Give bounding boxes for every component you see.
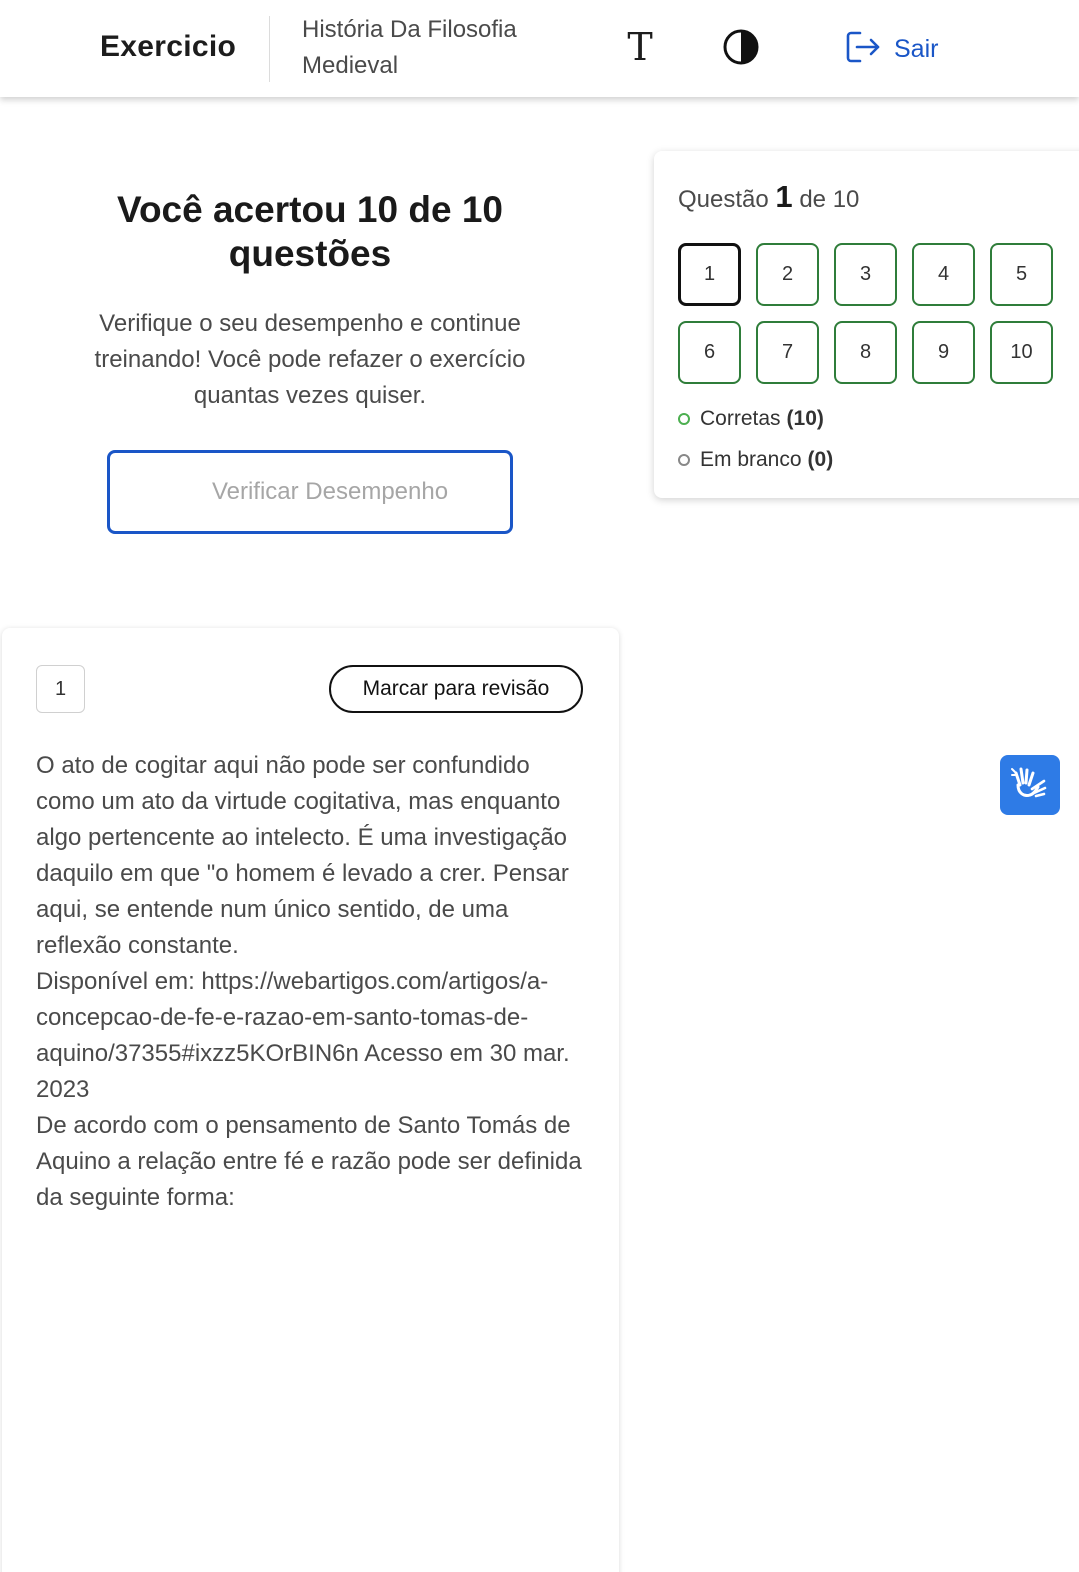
mark-for-review-button[interactable]: Marcar para revisão [329,665,583,713]
header-divider [269,16,270,82]
source-paragraph: Disponível em: https://webartigos.com/artigos/a-concepcao-de-fe-e-razao-em-santo-tomas-de-aquino/37355#ixzz5KOrBIN6n Acesso em 30 mar. 2023 [36,968,570,1103]
course-title: História Da Filosofia Medieval [302,16,517,79]
question-button-2[interactable]: 2 [756,243,819,306]
font-size-icon[interactable]: T [627,25,653,69]
statement-paragraph: O ato de cogitar aqui não pode ser confundido como um ato da virtude cogitativa, mas enquanto algo pertencente ao intelecto. É uma investigação daquilo em que "o homem é levado a crer. Pensar aqui, se entende num único sentido, de uma reflexão constante. [36,752,569,959]
question-statement [36,748,586,1216]
verify-performance-button[interactable]: Verificar Desempenho [107,450,513,534]
question-counter [678,179,859,215]
sign-language-button[interactable] [1000,755,1060,815]
legend-blank [678,448,833,472]
legend-correct-label: Corretas [700,407,781,430]
legend-correct-count: (10) [786,407,824,430]
correct-dot-icon [678,413,690,425]
logout-button[interactable] [846,30,938,68]
brand-title: Exercicio [100,30,237,63]
legend-blank-count: (0) [807,448,834,471]
prompt-paragraph: De acordo com o pensamento de Santo Tomás de Aquino a relação entre fé e razão pode ser definida da seguinte forma: [36,1112,582,1211]
question-navigator [654,151,1079,498]
question-button-3[interactable]: 3 [834,243,897,306]
question-card [2,628,619,1572]
question-button-8[interactable]: 8 [834,321,897,384]
result-subtitle: Verifique o seu desempenho e continue treinando! Você pode refazer o exercício quantas vezes quiser. [94,310,526,409]
counter-suffix: de 10 [799,186,860,213]
question-button-4[interactable]: 4 [912,243,975,306]
legend-blank-label: Em branco [700,448,802,471]
question-button-9[interactable]: 9 [912,321,975,384]
question-button-5[interactable]: 5 [990,243,1053,306]
logout-label: Sair [894,34,939,63]
question-button-7[interactable]: 7 [756,321,819,384]
blank-dot-icon [678,454,690,466]
question-button-10[interactable]: 10 [990,321,1053,384]
question-button-1[interactable]: 1 [678,243,741,306]
counter-prefix: Questão [678,186,769,213]
sign-language-icon [1010,763,1050,808]
result-panel [60,188,560,505]
question-grid [678,243,1053,384]
result-title: Você acertou 10 de 10 questões [117,189,503,274]
question-number-badge: 1 [36,665,85,713]
counter-current: 1 [775,179,793,214]
contrast-icon[interactable] [722,28,760,66]
top-bar [0,0,1079,97]
legend-correct [678,407,824,431]
question-button-6[interactable]: 6 [678,321,741,384]
logout-icon [846,30,882,69]
